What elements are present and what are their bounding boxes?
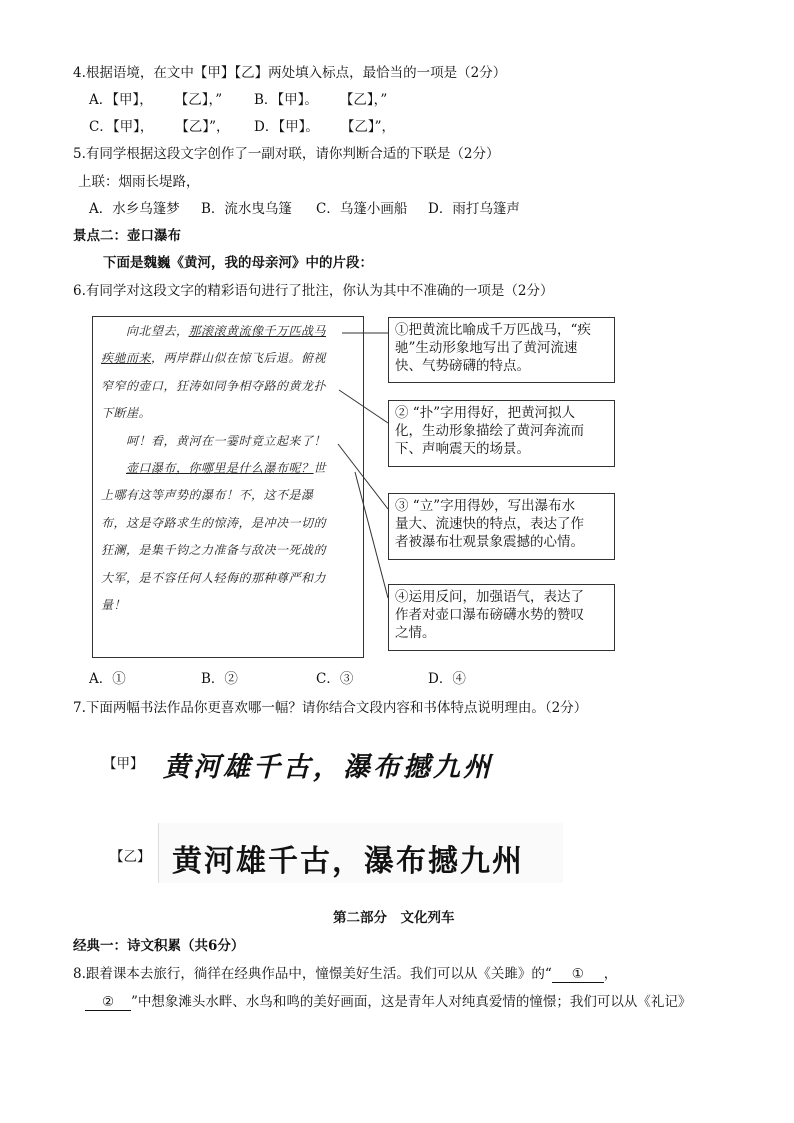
passage-text-segment: 窄窄的壶口，狂涛如同争相夺路的黄龙扑	[101, 378, 327, 393]
calligraphy-jia: 黄河雄千古，瀑布撼九州	[163, 752, 493, 783]
q4-option-c-label: C．【甲】，	[89, 119, 154, 135]
note-3-line-1: ③ “立”字用得妙，写出瀑布水	[395, 498, 576, 514]
q5-option-a: A．水乡乌篷梦	[89, 201, 180, 217]
q8-blank-2[interactable]: ②	[85, 994, 131, 1011]
passage-text-segment: 上哪有这等声势的瀑布！不，这不是瀑	[101, 488, 314, 503]
passage-text-segment: 布，这是夺路求生的惊涛，是冲决一切的	[101, 515, 327, 530]
q4-option-a-label: A．【甲】，	[89, 92, 153, 108]
calligraphy-jia-label: 【甲】	[103, 756, 144, 772]
q5-option-d: D．雨打乌篷声	[428, 201, 520, 217]
note-2-line-1: ② “扑”字用得好，把黄河拟人	[395, 405, 576, 421]
q4-option-a-rest: 【乙】，”	[174, 92, 223, 108]
passage-text-segment: 向北望去，	[101, 324, 189, 338]
callout-line-3	[338, 444, 388, 509]
q5-stem: 5.有同学根据这段文字创作了一副对联，请你判断合适的下联是（2分）	[73, 146, 500, 162]
q6-stem: 6.有同学对这段文字的精彩语句进行了批注，你认为其中不准确的一项是（2分）	[73, 283, 554, 299]
q8-line-2	[85, 990, 691, 1011]
classic-heading: 经典一：诗文积累（共6分）	[73, 938, 245, 954]
note-4-line-1: ④运用反问，加强语气，表达了	[395, 589, 584, 605]
q4-option-b-rest: 【乙】，”	[339, 92, 388, 108]
q5-option-b: B．流水曳乌篷	[201, 201, 292, 217]
passage-text-segment: 量！	[101, 598, 127, 612]
passage-underlined-segment: 疾驰而来	[101, 351, 152, 366]
note-2-line-3: 下、声响震天的场景。	[395, 441, 530, 457]
passage-underlined-segment: 壶口瀑布，你哪里是什么瀑布呢？	[126, 461, 314, 475]
passage-text-segment: 下断崖。	[101, 406, 152, 421]
passage-text-segment: 狂澜，是集千钧之力准备与敌决一死战的	[101, 543, 327, 558]
note-4-line-3: 之情。	[395, 625, 436, 641]
note-2-line-2: 化，生动形象描绘了黄河奔流而	[395, 423, 584, 439]
passage-underlined-segment: 那滚滚黄流像千万匹战马	[188, 324, 327, 338]
passage-intro: 下面是魏巍《黄河，我的母亲河》中的片段：	[103, 255, 373, 271]
q8-text-1: 8.跟着课本去旅行，徜徉在经典作品中，憧憬美好生活。我们可以从《关雎》的“	[73, 966, 552, 982]
q4-stem: 4.根据语境，在文中【甲】【乙】两处填入标点，最恰当的一项是（2分）	[73, 65, 507, 81]
annotation-note-2	[388, 400, 615, 467]
q5-upper-couplet: 上联：烟雨长堤路，	[78, 174, 200, 190]
q8-line-1	[73, 962, 617, 983]
calligraphy-yi-label: 【乙】	[110, 849, 151, 865]
annotation-note-1	[388, 317, 615, 383]
q6-option-c: C．③	[316, 671, 354, 687]
passage-text-segment: ，两岸群山似在惊飞后退。俯视	[151, 351, 327, 366]
passage-text-segment: 呵！看，黄河在一霎时竟立起来了！	[101, 433, 327, 448]
note-1-line-3: 快、气势磅礴的特点。	[395, 358, 530, 374]
note-1-line-1: ①把黄流比喻成千万匹战马，“疾	[395, 322, 591, 338]
q6-option-b: B．②	[201, 671, 238, 687]
q4-option-d-rest: 【乙】”，	[340, 119, 395, 135]
note-1-line-2: 驰”生动形象地写出了黄河流速	[395, 340, 578, 356]
callout-line-2	[339, 390, 388, 423]
q4-option-b-label: B．【甲】。	[254, 92, 318, 108]
q8-text-2: ，	[603, 966, 618, 982]
passage-text-segment: 世	[313, 461, 327, 475]
part-two-title: 第二部分 文化列车	[333, 910, 455, 926]
note-3-line-3: 者被瀑布壮观景象震撼的心情。	[395, 534, 584, 550]
passage-text-segment: 大军，是不容任何人轻侮的那种尊严和力	[101, 570, 327, 585]
note-4-line-2: 作者对壶口瀑布磅礴水势的赞叹	[395, 607, 584, 623]
q4-option-c-rest: 【乙】”，	[175, 119, 230, 135]
annotation-note-4	[388, 584, 615, 651]
q8-text-3: ”中想象滩头水畔、水鸟和鸣的美好画面，这是青年人对纯真爱情的憧憬；我们可以从《礼记》	[131, 994, 692, 1010]
q5-option-c: C．乌篷小画船	[316, 201, 408, 217]
calligraphy-yi: 黄河雄千古，瀑布撼九州	[172, 844, 524, 879]
q4-option-d-label: D．【甲】。	[254, 119, 319, 135]
note-3-line-2: 量大、流速快的特点，表达了作	[395, 516, 584, 532]
section-heading: 景点二：壶口瀑布	[73, 228, 181, 244]
annotation-note-3	[388, 493, 615, 560]
q7-stem: 7.下面两幅书法作品你更喜欢哪一幅？请你结合文段内容和书体特点说明理由。（2分）	[73, 700, 588, 716]
q6-option-d: D．④	[428, 671, 466, 687]
q6-option-a: A．①	[89, 671, 126, 687]
q8-blank-1[interactable]: ①	[552, 966, 604, 983]
callout-line-4	[355, 472, 388, 598]
